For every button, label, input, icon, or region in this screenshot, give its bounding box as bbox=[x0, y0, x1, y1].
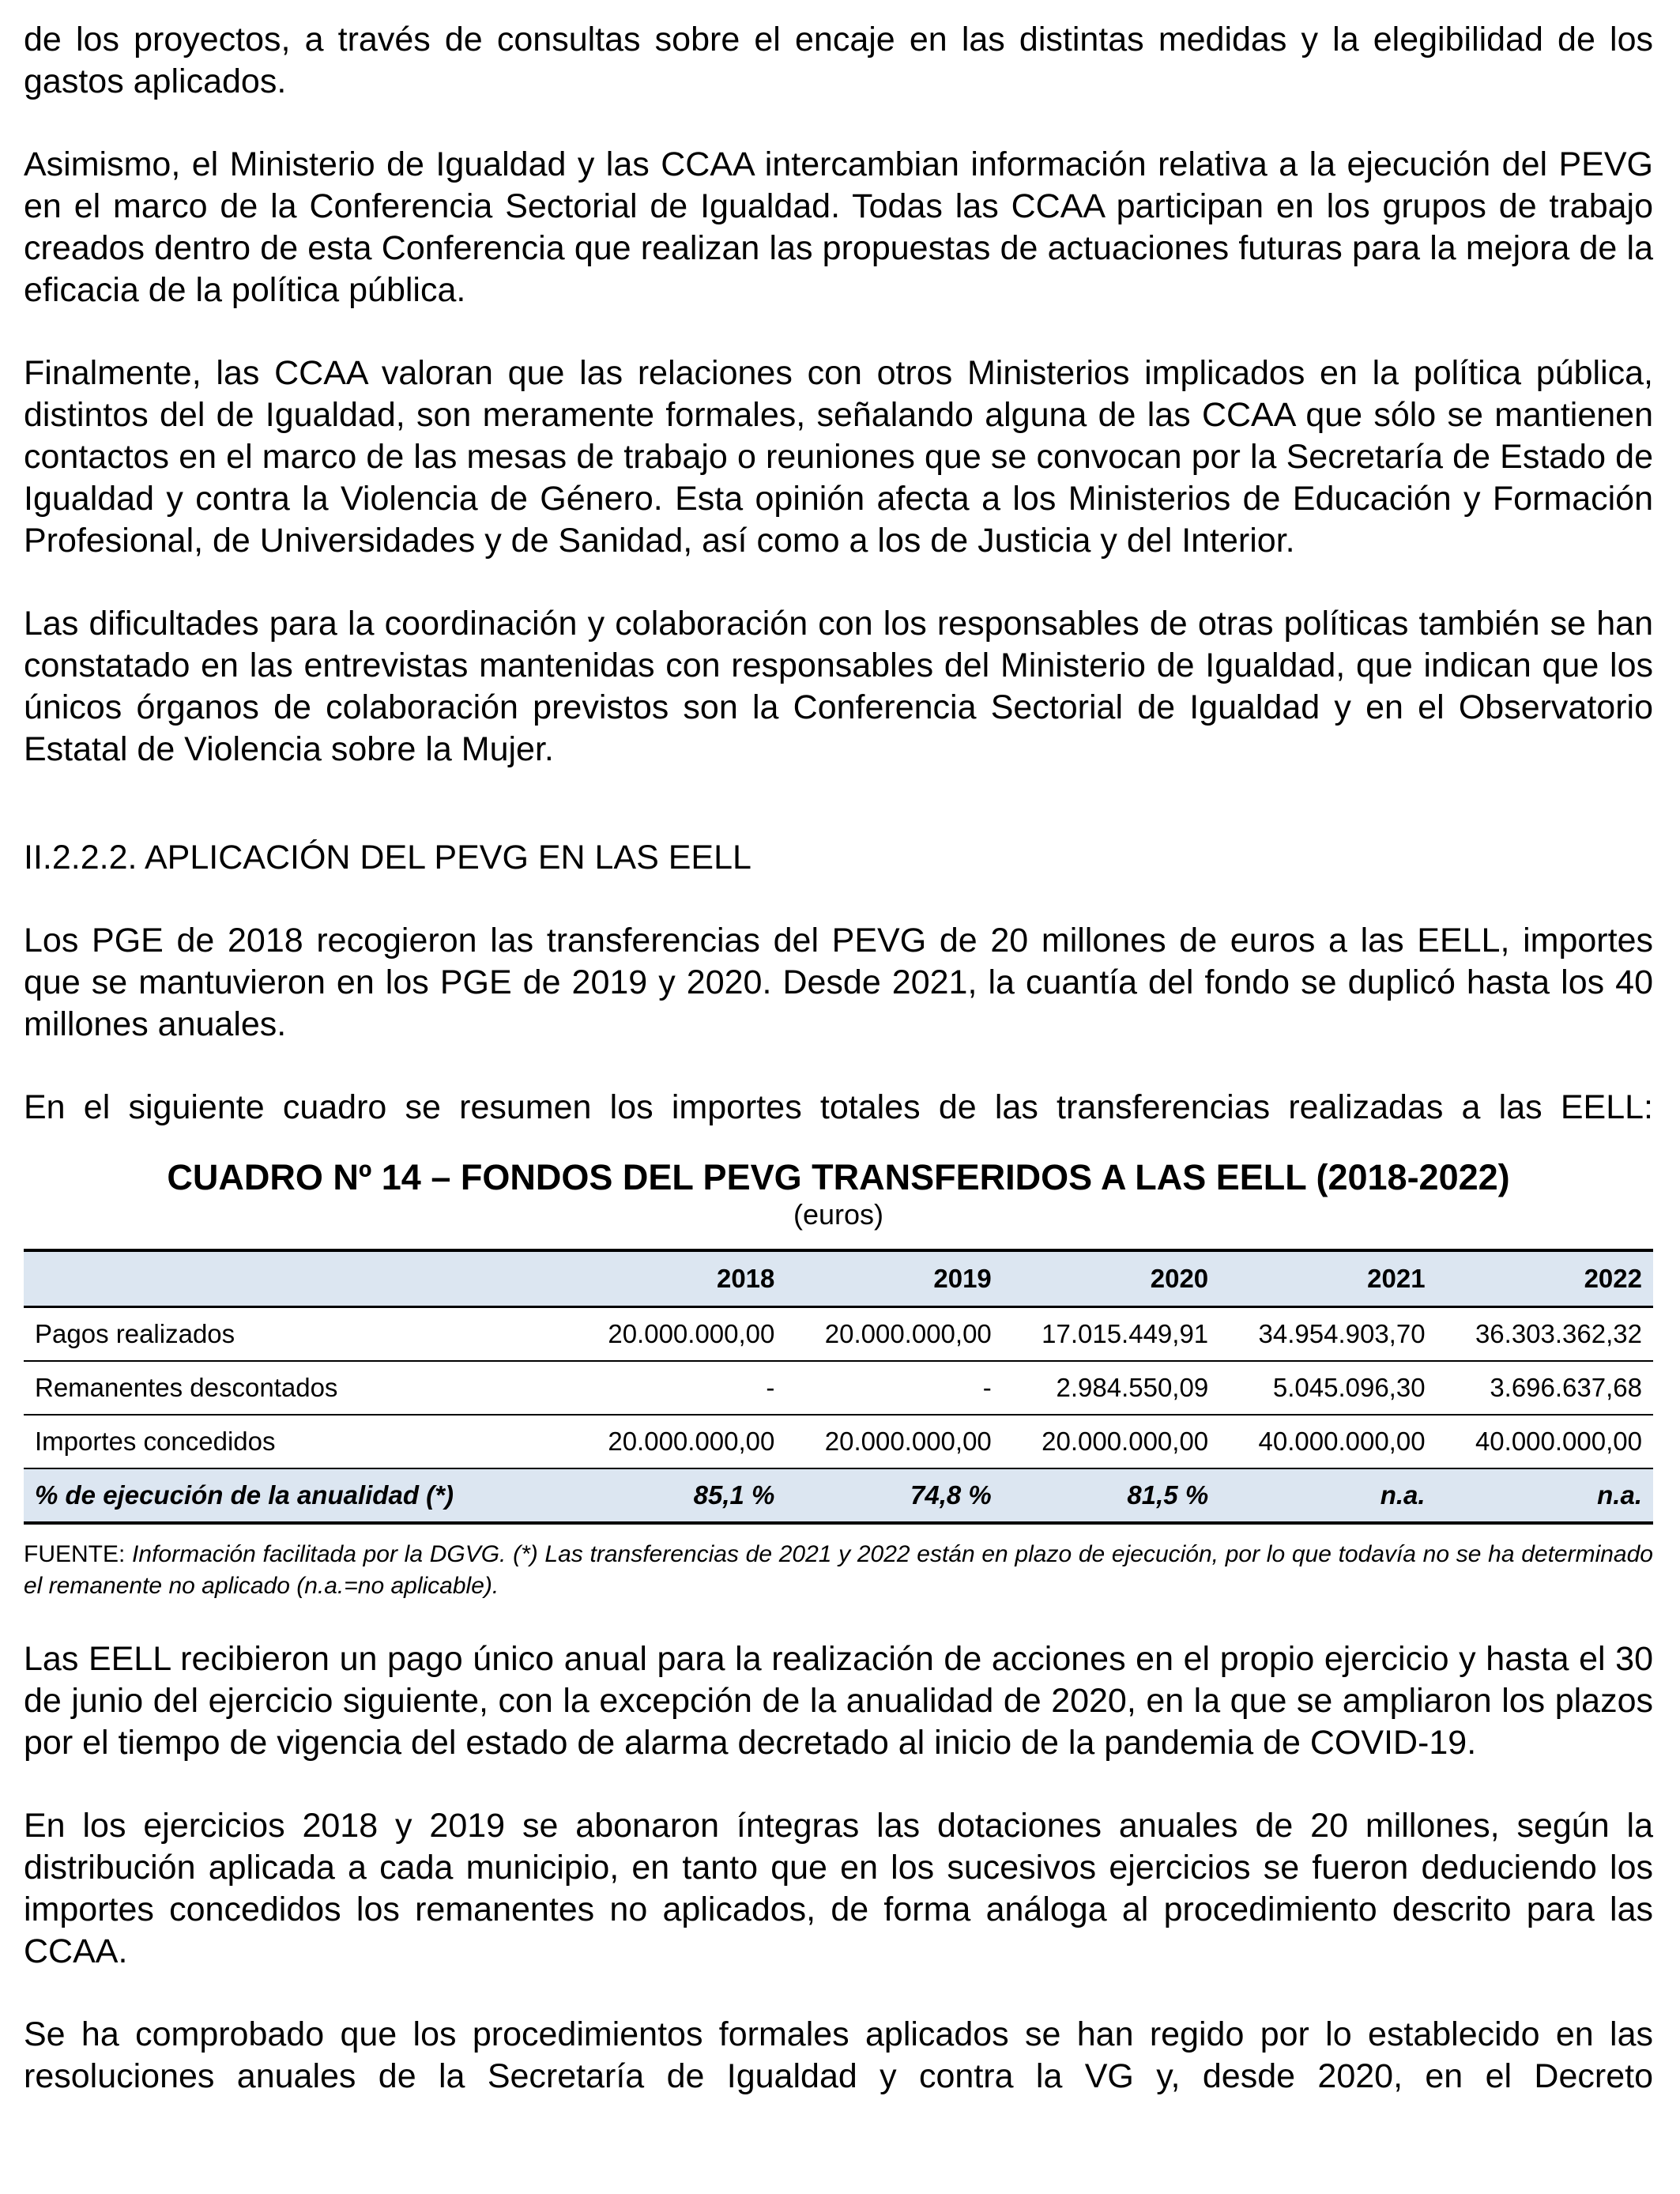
cell-value: 74,8 % bbox=[910, 1480, 992, 1510]
section-heading: II.2.2.2. APLICACIÓN DEL PEVG EN LAS EELL bbox=[24, 839, 751, 876]
funds-table bbox=[24, 1249, 1653, 1525]
cell-value: - bbox=[982, 1373, 992, 1402]
cell-value: - bbox=[766, 1373, 775, 1402]
row-label: % de ejecución de la anualidad (*) bbox=[35, 1480, 454, 1510]
cell-value: 20.000.000,00 bbox=[824, 1427, 992, 1456]
paragraph-intro-continued: de los proyectos, a través de consultas sobre el encaje en las distintas medidas y la elegibilidad de los gastos aplicados. bbox=[24, 21, 1653, 100]
cell-value: 20.000.000,00 bbox=[608, 1319, 775, 1348]
paragraph-conferencia-sectorial: Asimismo, el Ministerio de Igualdad y las CCAA intercambian información relativa a la ejecución del PEVG en el marco de la Conferencia Sectorial de Igualdad. Todas las CCAA participan en los grupos de trabajo creados dentro de esta Conferencia que realizan las propuestas de actuaciones futuras para la mejora de la eficacia de la política pública. bbox=[24, 145, 1653, 309]
table-subtitle: (euros) bbox=[793, 1198, 884, 1231]
header-year-2018: 2018 bbox=[716, 1264, 775, 1293]
source-label: FUENTE: bbox=[24, 1541, 126, 1567]
table-source-note bbox=[24, 1539, 1653, 1602]
document-page bbox=[24, 19, 1653, 2098]
table-header-row bbox=[24, 1250, 1653, 1307]
paragraph-cuadro-intro: En el siguiente cuadro se resumen los importes totales de las transferencias realizadas a las EELL: bbox=[24, 1088, 1653, 1126]
paragraph-dificultades-coordinacion: Las dificultades para la coordinación y colaboración con los responsables de otras políticas también se han constatado en las entrevistas mantenidas con responsables del Ministerio de Igualdad, que indican que los únicos órganos de colaboración previstos son la Conferencia Sectorial de Igualdad y en el Observatorio Estatal de Violencia sobre la Mujer. bbox=[24, 605, 1653, 768]
cell-value: 20.000.000,00 bbox=[608, 1427, 775, 1456]
cell-value: 85,1 % bbox=[693, 1480, 775, 1510]
cell-value: 20.000.000,00 bbox=[1042, 1427, 1209, 1456]
cell-value: 20.000.000,00 bbox=[824, 1319, 992, 1348]
paragraph-relaciones-ministerios: Finalmente, las CCAA valoran que las relaciones con otros Ministerios implicados en la política pública, distintos del de Igualdad, son meramente formales, señalando alguna de las CCAA que sólo se mantienen contactos en el marco de las mesas de trabajo o reuniones que se convocan por la Secretaría de Estado de Igualdad y contra la Violencia de Género. Esta opinión afecta a los Ministerios de Educación y Formación Profesional, de Universidades y de Sanidad, así como a los de Justicia y del Interior. bbox=[24, 354, 1653, 560]
header-year-2019: 2019 bbox=[933, 1264, 992, 1293]
paragraph-pago-unico: Las EELL recibieron un pago único anual para la realización de acciones en el propio ejercicio y hasta el 30 de junio del ejercicio siguiente, con la excepción de la anualidad de 2020, en la que se ampliaron los plazos por el tiempo de vigencia del estado de alarma decretado al inicio de la pandemia de COVID-19. bbox=[24, 1640, 1653, 1762]
header-empty bbox=[24, 1250, 569, 1307]
paragraph-procedimientos-formales: Se ha comprobado que los procedimientos formales aplicados se han regido por lo establecido en las resoluciones anuales de la Secretaría de Igualdad y contra la VG y, desde 2020, en el Decreto bbox=[24, 2015, 1653, 2095]
cell-value: 36.303.362,32 bbox=[1475, 1319, 1642, 1348]
row-label: Remanentes descontados bbox=[35, 1373, 338, 1402]
table-row-remanentes-descontados bbox=[24, 1361, 1653, 1415]
row-label: Pagos realizados bbox=[35, 1319, 235, 1348]
source-text: Información facilitada por la DGVG. (*) Las transferencias de 2021 y 2022 están en plazo de ejecución, por lo que todavía no se ha determinado el remanente no aplicado (n.a.=no aplicable). bbox=[24, 1541, 1653, 1599]
cell-value: 5.045.096,30 bbox=[1272, 1373, 1426, 1402]
paragraph-pge-transferencias: Los PGE de 2018 recogieron las transferencias del PEVG de 20 millones de euros a las EELL, importes que se mantuvieron en los PGE de 2019 y 2020. Desde 2021, la cuantía del fondo se duplicó hasta los 40 millones anuales. bbox=[24, 922, 1653, 1043]
paragraph-ejercicios-2018-2019: En los ejercicios 2018 y 2019 se abonaron íntegras las dotaciones anuales de 20 millones, según la distribución aplicada a cada municipio, en tanto que en los sucesivos ejercicios se fueron deduciendo los importes concedidos los remanentes no aplicados, de forma análoga al procedimiento descrito para las CCAA. bbox=[24, 1807, 1653, 1970]
cell-value: 81,5 % bbox=[1127, 1480, 1209, 1510]
cell-value: 40.000.000,00 bbox=[1258, 1427, 1426, 1456]
header-year-2022: 2022 bbox=[1584, 1264, 1642, 1293]
cell-value: 3.696.637,68 bbox=[1490, 1373, 1642, 1402]
table-title: CUADRO Nº 14 – FONDOS DEL PEVG TRANSFERIDOS A LAS EELL (2018-2022) bbox=[167, 1157, 1510, 1197]
cell-value: 2.984.550,09 bbox=[1056, 1373, 1209, 1402]
cell-value: 40.000.000,00 bbox=[1475, 1427, 1642, 1456]
header-year-2021: 2021 bbox=[1367, 1264, 1426, 1293]
cell-value: 17.015.449,91 bbox=[1042, 1319, 1209, 1348]
table-row-porcentaje-ejecucion bbox=[24, 1468, 1653, 1523]
cell-value: n.a. bbox=[1380, 1480, 1426, 1510]
table-row-pagos-realizados bbox=[24, 1307, 1653, 1362]
header-year-2020: 2020 bbox=[1150, 1264, 1209, 1293]
cell-value: 34.954.903,70 bbox=[1258, 1319, 1426, 1348]
cell-value: n.a. bbox=[1597, 1480, 1642, 1510]
row-label: Importes concedidos bbox=[35, 1427, 276, 1456]
table-row-importes-concedidos bbox=[24, 1415, 1653, 1468]
